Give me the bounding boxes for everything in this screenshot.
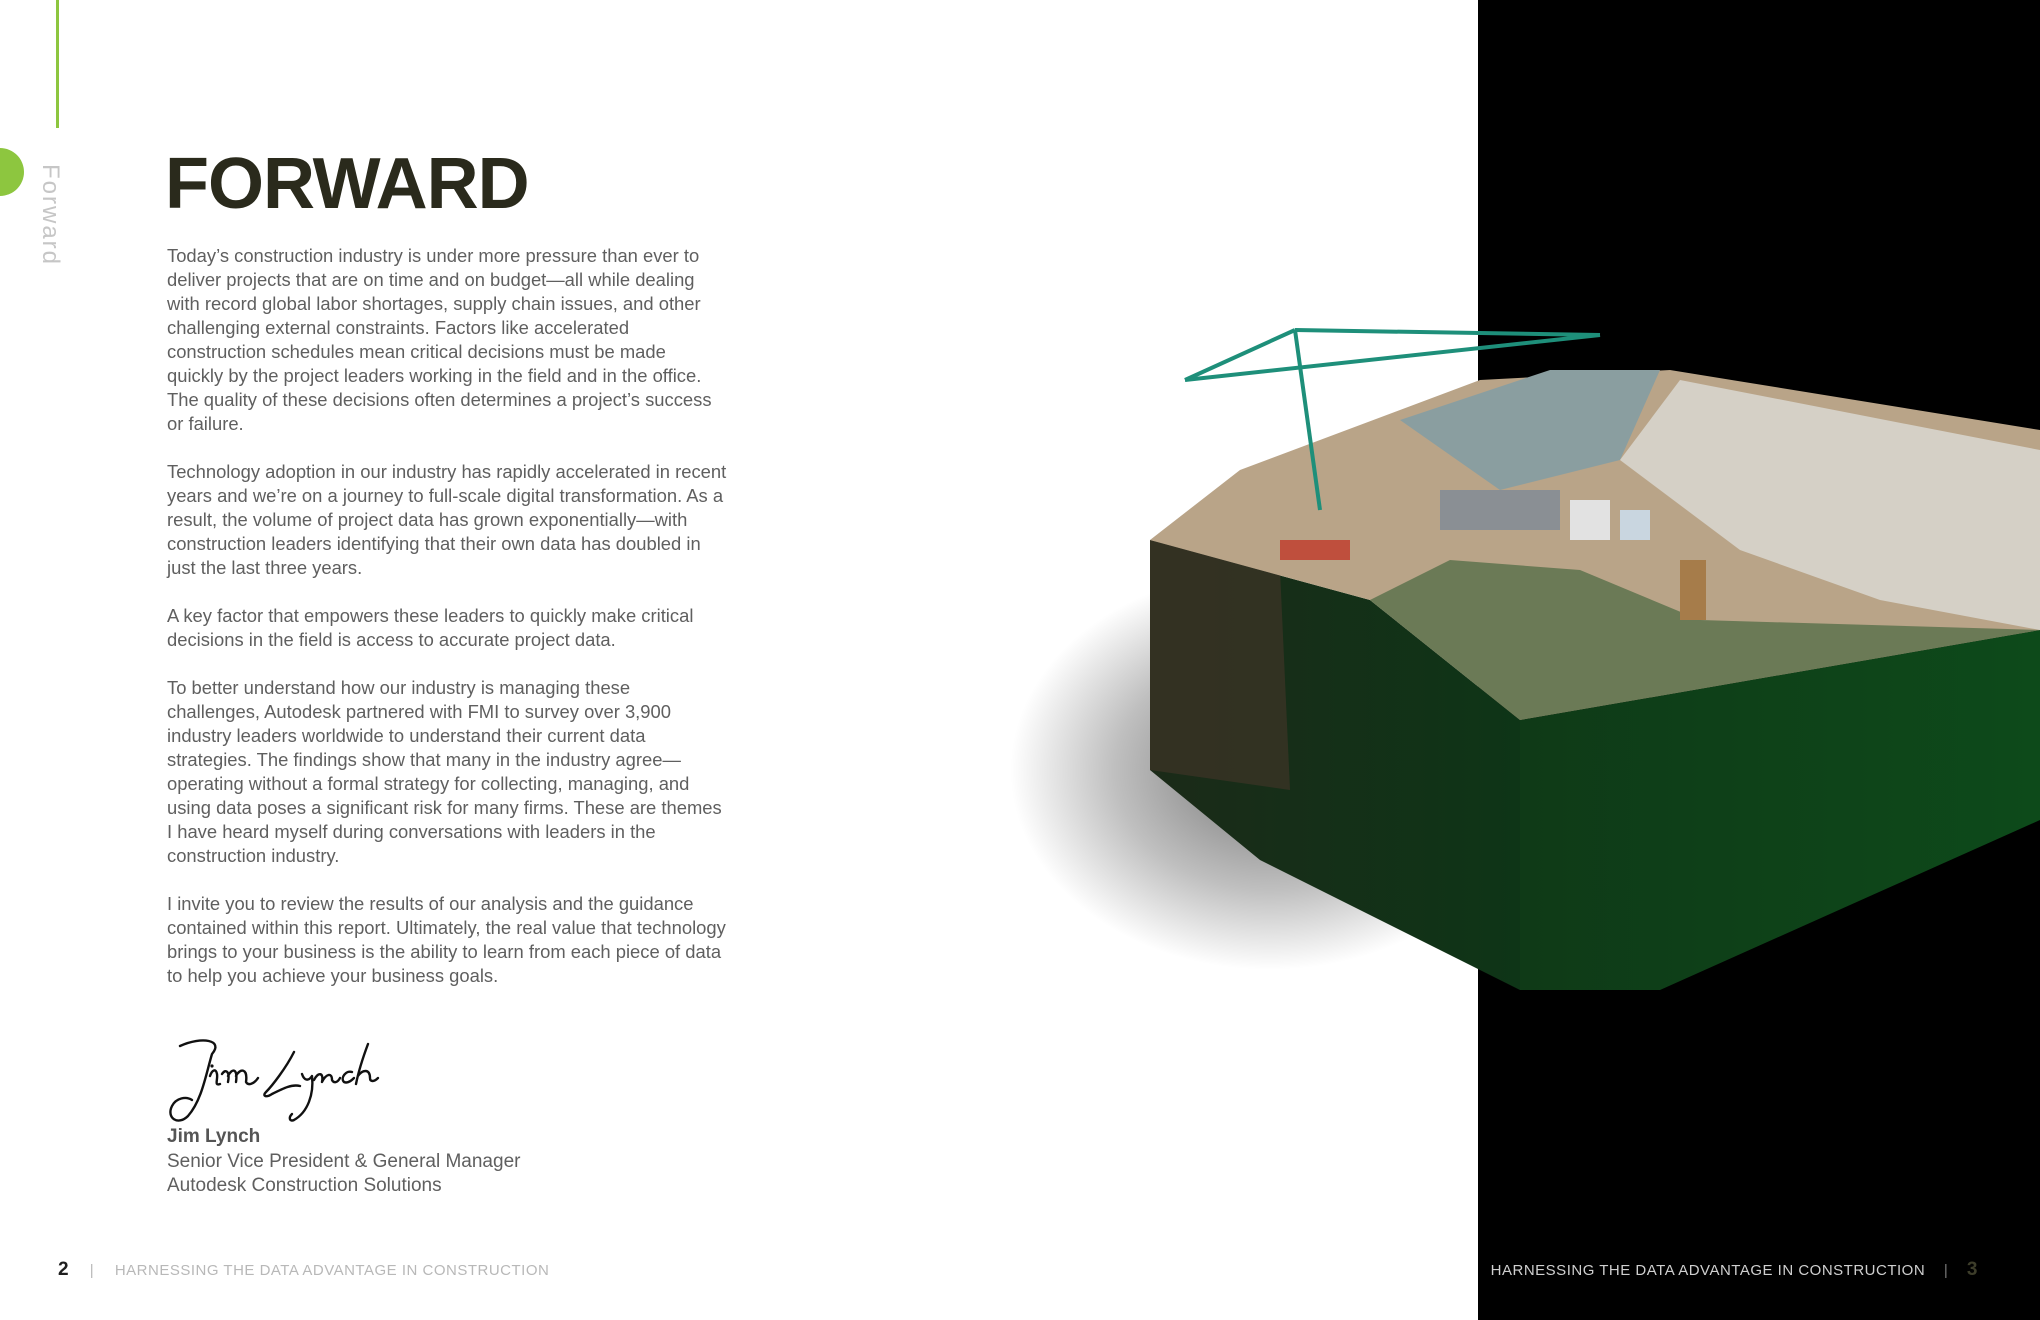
footer-separator: | — [89, 1262, 95, 1279]
paragraph: Technology adoption in our industry has rapidly accelerated in recent years and we’re on a journey to full-scale digital transformation. As a result, the volume of project data has grown exponentially—with construction leaders identifying that their own data has doubled in just the last three years. — [167, 461, 727, 578]
footer-left — [58, 1259, 549, 1281]
handwritten-signature — [162, 1034, 392, 1124]
page-number-left: 2 — [58, 1259, 70, 1280]
accent-dot — [0, 148, 24, 196]
construction-site-block-illustration — [980, 300, 2040, 1060]
paragraph: A key factor that empowers these leaders to quickly make critical decisions in the field is access to accurate project data. — [167, 605, 694, 650]
signer-role — [167, 1150, 520, 1198]
accent-line — [56, 0, 59, 128]
page-number-right: 3 — [1966, 1259, 1978, 1280]
paragraph: To better understand how our industry is managing these challenges, Autodesk partnered with FMI to survey over 3,900 industry leaders worldwide to understand their current data strategies. The findings show that many in the industry agree—operating without a formal strategy for collecting, managing, and using data poses a significant risk for many firms. These are themes I have heard myself during conversations with leaders in the construction industry. — [167, 677, 722, 866]
paragraph: Today’s construction industry is under more pressure than ever to deliver projects that are on time and on budget—all while dealing with record global labor shortages, supply chain issues, and other challenging external constraints. Factors like accelerated construction schedules mean critical decisions must be made quickly by the project leaders working in the field and in the office. The quality of these decisions often determines a project’s success or failure. — [167, 245, 712, 434]
footer-title-left: HARNESSING THE DATA ADVANTAGE IN CONSTRUCTION — [114, 1262, 550, 1279]
body-text — [167, 244, 727, 1012]
section-side-label: Forward — [37, 164, 64, 267]
footer-right — [1491, 1259, 1978, 1281]
signer-name: Jim Lynch — [167, 1126, 261, 1147]
page-title: FORWARD — [165, 144, 529, 224]
signer-title: Senior Vice President & General Manager — [167, 1151, 521, 1172]
footer-separator: | — [1943, 1262, 1949, 1279]
signer-organization: Autodesk Construction Solutions — [167, 1175, 442, 1196]
paragraph: I invite you to review the results of our analysis and the guidance contained within this report. Ultimately, the real value that technology brings to your business is the ability to learn from each piece of data to help you achieve your business goals. — [167, 893, 726, 986]
footer-title-right: HARNESSING THE DATA ADVANTAGE IN CONSTRUCTION — [1490, 1262, 1926, 1279]
